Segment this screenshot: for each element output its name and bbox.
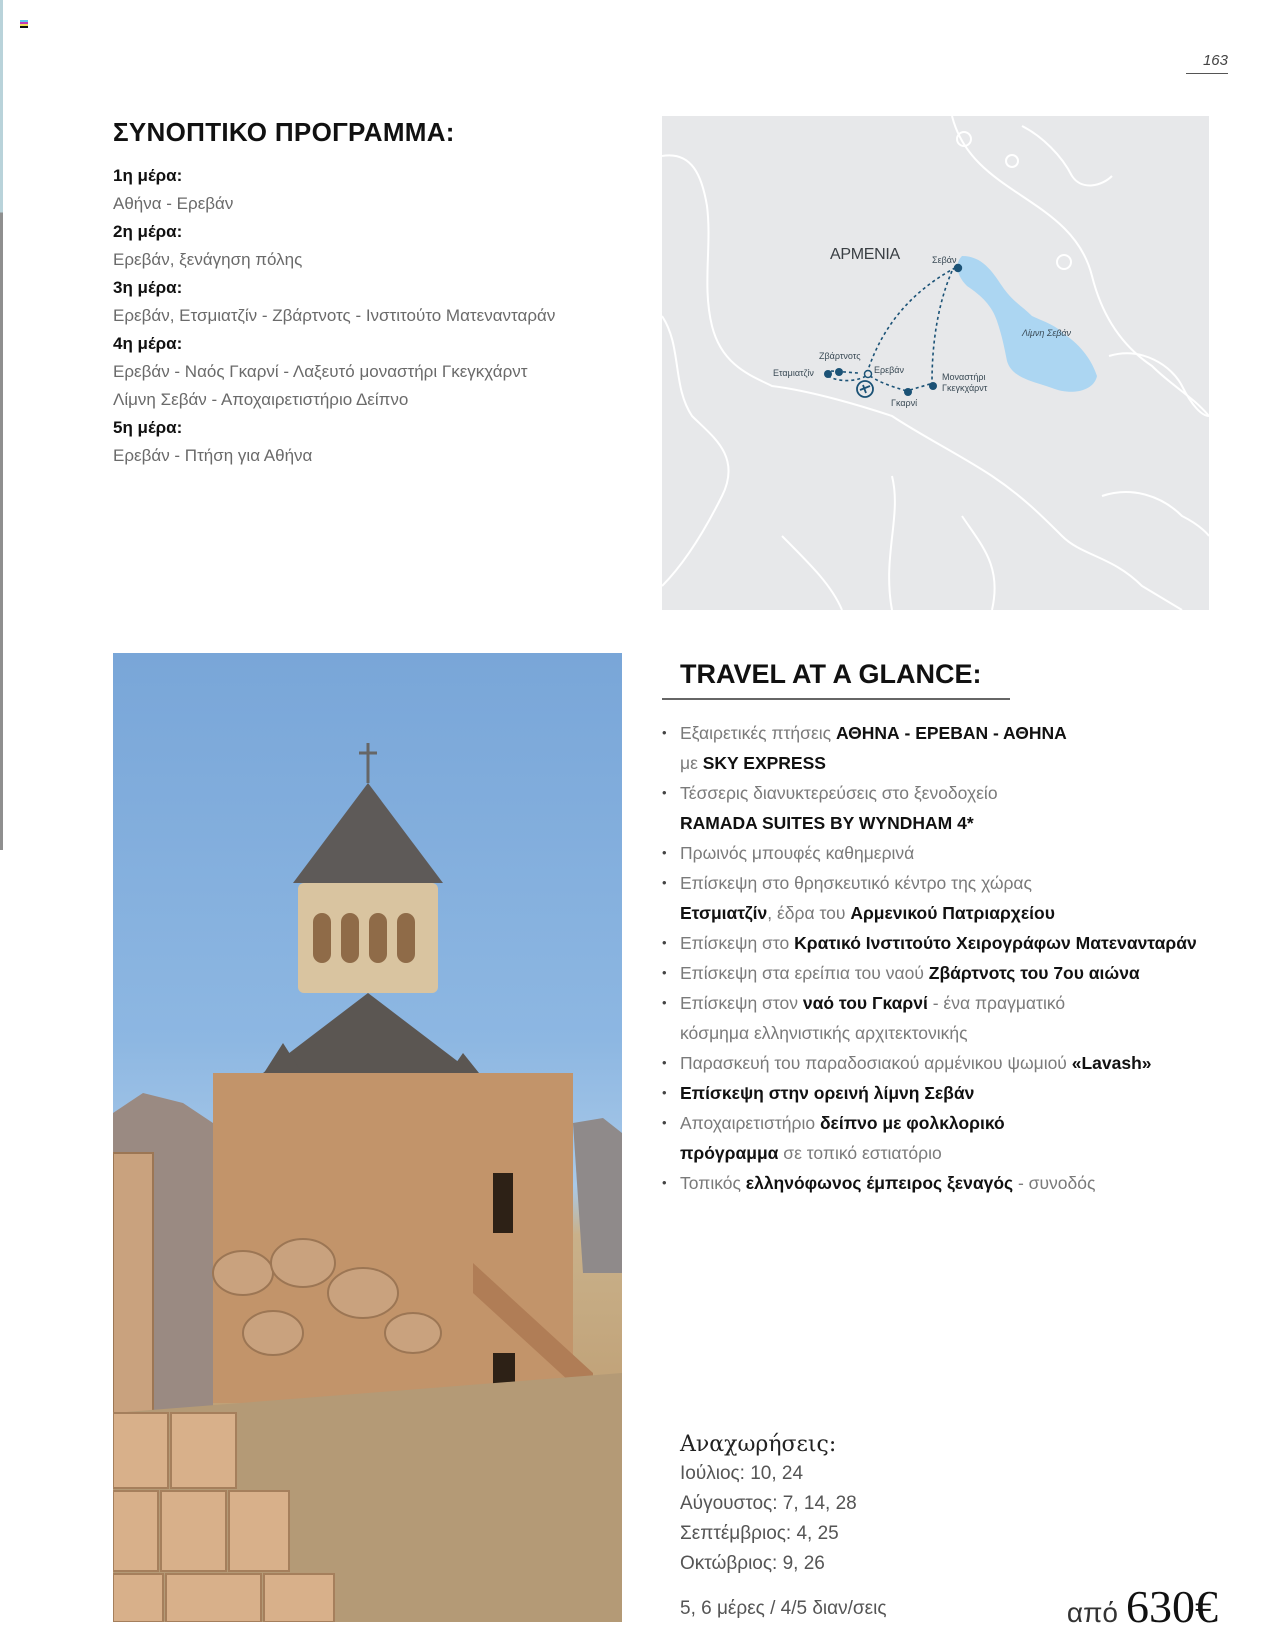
garni-marker xyxy=(904,388,912,396)
list-item xyxy=(662,1048,1222,1078)
program-title: ΣΥΝΟΠΤΙΚΟ ΠΡΟΓΡΑΜΜΑ: xyxy=(113,117,455,147)
plain-text: Πρωινός μπουφές καθημερινά xyxy=(680,843,915,863)
page-edge xyxy=(0,0,3,850)
highlight-text: ελληνόφωνος έμπειρος ξεναγός xyxy=(745,1173,1014,1193)
price-amount: 630€ xyxy=(1126,1581,1218,1632)
print-color-bar xyxy=(20,20,28,28)
list-item xyxy=(662,868,1222,928)
highlight-text: SKY EXPRESS xyxy=(702,753,826,773)
plain-text: σε τοπικό εστιατόριο xyxy=(778,1143,942,1163)
highlight-text: ναό του Γκαρνί xyxy=(802,993,928,1013)
day-text: Λίμνη Σεβάν - Αποχαιρετιστήριο Δείπνο xyxy=(113,390,409,409)
highlight-text: ΑΘΗΝΑ - ΕΡΕΒΑΝ - ΑΘΗΝΑ xyxy=(835,723,1067,743)
departure-month: Αύγουστος: 7, 14, 28 xyxy=(680,1493,857,1514)
sevan-marker xyxy=(954,264,962,272)
plain-text: , έδρα του xyxy=(767,903,851,923)
highlights-list xyxy=(662,718,1222,1198)
day-label: 4η μέρα: xyxy=(113,334,183,353)
highlight-text: Κρατικό Ινστιτούτο Χειρογράφων Ματεναντ​αράν xyxy=(794,933,1197,953)
plain-text: Εξαιρετικές πτήσεις xyxy=(680,723,836,743)
departures xyxy=(680,1432,980,1579)
plain-text: Τέσσερις διανυκτερεύσεις στο ξενοδοχείο xyxy=(680,783,998,803)
item-text-line2 xyxy=(680,898,1222,928)
list-item xyxy=(662,1108,1222,1168)
map-label-yerevan: Ερεβάν xyxy=(874,365,905,375)
day-3 xyxy=(113,274,613,330)
monastery-illustration xyxy=(113,653,622,1622)
plain-text: - ένα πραγματικό xyxy=(927,993,1066,1013)
plain-text: - συνοδός xyxy=(1013,1173,1096,1193)
item-text-line2 xyxy=(680,748,1222,778)
zvartnots-marker xyxy=(835,368,843,376)
map-label-garni: Γκαρνί xyxy=(891,398,918,408)
highlight-text: Ετσμιατζίν xyxy=(680,903,768,923)
day-2 xyxy=(113,218,613,274)
item-text xyxy=(680,873,1032,893)
item-text xyxy=(680,993,1065,1013)
list-item xyxy=(662,1078,1222,1108)
item-text xyxy=(680,783,998,803)
day-5 xyxy=(113,414,613,470)
item-text xyxy=(680,933,1197,953)
day-4 xyxy=(113,330,613,414)
highlight-text: Ζβάρτνοτς του 7ου αιώνα xyxy=(928,963,1140,983)
map-label-sevan: Σεβάν xyxy=(932,255,957,265)
item-text-line2 xyxy=(680,808,1222,838)
route-map xyxy=(662,116,1209,610)
map-label-zvartnots: Ζβάρτνοτς xyxy=(819,351,861,361)
day-text: Ερεβάν, ξενάγηση πόλης xyxy=(113,250,303,269)
map-country-label: ΑΡΜΕΝΙΑ xyxy=(830,246,900,263)
departure-month: Σεπτέμβριος: 4, 25 xyxy=(680,1523,839,1544)
price xyxy=(1067,1580,1218,1633)
list-item xyxy=(662,838,1222,868)
day-text: Ερεβάν - Ναός Γκαρνί - Λαξευτό μοναστήρι Γκεγκχάρντ xyxy=(113,362,528,381)
price-prefix: από xyxy=(1066,1597,1118,1628)
list-item xyxy=(662,718,1222,778)
day-label: 2η μέρα: xyxy=(113,222,183,241)
item-text xyxy=(680,723,1067,743)
monastery-photo xyxy=(113,653,622,1622)
item-text xyxy=(680,963,1140,983)
plain-text: κόσμημα ελληνιστικής αρχιτεκτονικής xyxy=(680,1023,968,1043)
item-text-line2 xyxy=(680,1138,1222,1168)
list-item xyxy=(662,1168,1222,1198)
list-item xyxy=(662,928,1222,958)
item-text xyxy=(680,1053,1152,1073)
map-label-geghard-1: Μοναστήρι xyxy=(942,372,986,382)
item-text-line2 xyxy=(680,1018,1222,1048)
plain-text: Επίσκεψη στο θρησκευτικό κέντρο της χώρας xyxy=(680,873,1032,893)
plain-text: Παρασκευή του παραδοσιακού αρμένικου ψωμιού xyxy=(680,1053,1072,1073)
plain-text: Επίσκεψη στον xyxy=(680,993,803,1013)
highlight-text: Επίσκεψη στην ορεινή λίμνη Σεβάν xyxy=(680,1083,975,1103)
map-label-lake: Λίμνη Σεβάν xyxy=(1022,328,1072,338)
day-label: 1η μέρα: xyxy=(113,166,183,185)
geghard-marker xyxy=(929,382,937,390)
map-label-etchmiadzin: Εταμιατζίν xyxy=(773,368,814,378)
plain-text: Επίσκεψη στα ερείπια του ναού xyxy=(680,963,929,983)
glance-title: TRAVEL AT A GLANCE: xyxy=(662,655,1010,700)
day-label: 3η μέρα: xyxy=(113,278,183,297)
highlight-text: πρόγραμμα xyxy=(680,1143,779,1163)
departure-month: Οκτώβριος: 9, 26 xyxy=(680,1553,825,1574)
airport-icon xyxy=(857,381,873,397)
list-item xyxy=(662,958,1222,988)
trip-duration: 5, 6 μέρες / 4/5 διαν/σεις xyxy=(680,1598,887,1619)
program-summary xyxy=(113,117,613,470)
list-item xyxy=(662,778,1222,838)
item-text xyxy=(680,1173,1095,1193)
yerevan-marker xyxy=(865,371,872,378)
day-1 xyxy=(113,162,613,218)
day-text: Αθήνα - Ερεβάν xyxy=(113,194,234,213)
departure-month: Ιούλιος: 10, 24 xyxy=(680,1463,804,1484)
travel-at-a-glance xyxy=(662,655,1222,1198)
map-label-geghard-2: Γκεγκχάρντ xyxy=(942,383,988,393)
page-number: 163 xyxy=(1186,52,1228,74)
color-swatch-black xyxy=(20,26,28,28)
day-label: 5η μέρα: xyxy=(113,418,183,437)
highlight-text: RAMADA SUITES BY WYNDHAM 4* xyxy=(680,813,974,833)
plain-text: Επίσκεψη στο xyxy=(680,933,795,953)
departures-title: Αναχωρήσεις: xyxy=(680,1432,837,1457)
highlight-text: «Lavash» xyxy=(1071,1053,1152,1073)
list-item xyxy=(662,988,1222,1048)
highlight-text: δείπνο με φολκλορικό xyxy=(819,1113,1005,1133)
day-text: Ερεβάν, Ετσμιατζίν - Ζβάρτνοτς - Ινστιτούτο Ματεναντ​αράν xyxy=(113,306,556,325)
plain-text: Τοπικός xyxy=(680,1173,746,1193)
plain-text: Αποχαιρετιστήριο xyxy=(680,1113,820,1133)
item-text xyxy=(680,1113,1005,1133)
highlight-text: Αρμενικού Πατριαρχείου xyxy=(850,903,1055,923)
etchmiadzin-marker xyxy=(824,370,832,378)
day-text: Ερεβάν - Πτήση για Αθήνα xyxy=(113,446,313,465)
item-text xyxy=(680,843,914,863)
map-graphic xyxy=(662,116,1209,610)
item-text xyxy=(680,1083,974,1103)
plain-text: με xyxy=(680,753,703,773)
